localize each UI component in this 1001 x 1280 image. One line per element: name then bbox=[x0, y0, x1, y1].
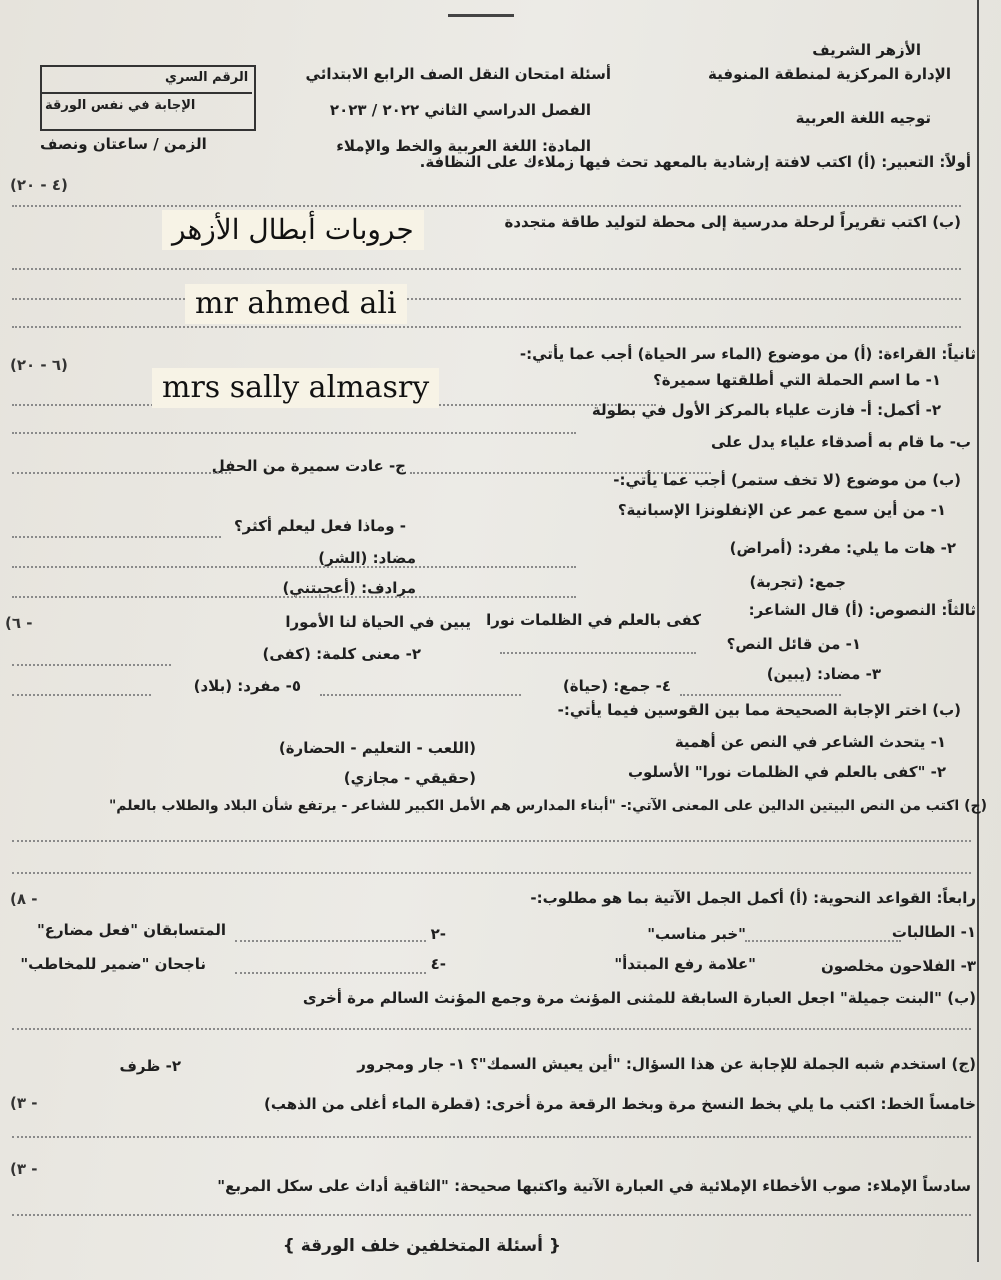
header-subject: المادة: اللغة العربية والخط والإملاء bbox=[336, 137, 591, 155]
answer-line bbox=[12, 1214, 971, 1216]
answer-line bbox=[12, 1028, 971, 1030]
q4-i4h: ناجحان "ضمير للمخاطب" bbox=[20, 955, 206, 973]
q4-i3: ٣- الفلاحون مخلصون bbox=[820, 957, 976, 975]
watermark-groups: جروبات أبطال الأزهر bbox=[162, 210, 424, 250]
watermark-teacher-1: mr ahmed ali bbox=[185, 284, 407, 324]
q6-mark: (٣ - bbox=[10, 1160, 38, 1178]
answer-line bbox=[235, 972, 426, 974]
q3-i1: ١- من قائل النص؟ bbox=[726, 635, 861, 653]
q2-i2: ٢- أكمل: أ- فازت علياء بالمركز الأول في بطولة bbox=[591, 401, 941, 419]
q2-i1: ١- ما اسم الحملة التي أطلقتها سميرة؟ bbox=[653, 371, 941, 389]
q2-i3: ب- ما قام به أصدقاء علياء يدل على bbox=[710, 433, 971, 451]
watermark-teacher-2: mrs sally almasry bbox=[152, 368, 439, 408]
answer-line bbox=[500, 652, 696, 654]
answer-line bbox=[12, 326, 961, 328]
answer-line bbox=[12, 536, 221, 538]
q3-i4: ٤- جمع: (حياة) bbox=[562, 677, 671, 695]
q3-i5: ٥- مفرد: (بلاد) bbox=[193, 677, 301, 695]
q1-b: (ب) اكتب تقريراً لرحلة مدرسية إلى محطة لتوليد طاقة متجددة bbox=[504, 213, 961, 231]
q3-b1-opts: (اللعب - التعليم - الحضارة) bbox=[278, 739, 476, 757]
q2-b1b: - وماذا فعل ليعلم أكثر؟ bbox=[233, 517, 406, 535]
q2-mark: (٦ - ٢٠) bbox=[10, 356, 68, 374]
q2-b1: ١- من أين سمع عمر عن الإنفلونزا الإسبانية؟ bbox=[617, 501, 946, 519]
q4-c2: ٢- ظرف bbox=[119, 1057, 181, 1075]
answer-line bbox=[12, 596, 576, 598]
q2-i3c: ج- عادت سميرة من الحفل bbox=[211, 457, 406, 475]
q5-title: خامساً الخط: اكتب ما يلي بخط النسخ مرة وبخط الرقعة مرة أخرى: (قطرة الماء أغلى من الذهب) bbox=[264, 1095, 976, 1113]
answer-line bbox=[235, 940, 426, 942]
header-time: الزمن / ساعتان ونصف bbox=[40, 135, 207, 153]
q4-i4: ٤- bbox=[430, 955, 446, 973]
q2-b2-opp: مضاد: (الشر) bbox=[318, 549, 416, 567]
answer-line bbox=[12, 205, 961, 207]
q4-i2h: المتسابقان "فعل مضارع" bbox=[36, 921, 226, 939]
answer-line bbox=[12, 1136, 971, 1138]
q3-c: (ج) اكتب من النص البيتين الدالين على المعنى الآتي:- "أبناء المدارس هم الأمل الكبير للشاعر - يرتفع شأن البلاد والطلاب بالعلم" bbox=[108, 798, 987, 814]
q3-i3: ٣- مضاد: (يبين) bbox=[766, 665, 881, 683]
answer-line bbox=[12, 472, 231, 474]
q4-i2: ٢- bbox=[430, 925, 446, 943]
q3-mark: (٦ - bbox=[5, 614, 33, 632]
q3-b2: ٢- "كفى بالعلم في الظلمات نورا" الأسلوب bbox=[627, 763, 946, 781]
q3-b1: ١- يتحدث الشاعر في النص عن أهمية bbox=[674, 733, 946, 751]
q1-a: أولاً: التعبير: (أ) اكتب لافتة إرشادية بالمعهد تحث فيها زملاءك على النظافة. bbox=[419, 153, 971, 171]
q4-b: (ب) "البنت جميلة" اجعل العبارة السابقة للمثنى المؤنث مرة وجمع المؤنث السالم مرة أخرى bbox=[302, 989, 976, 1007]
q2-b2-syn: مرادف: (أعجبتني) bbox=[282, 579, 416, 597]
answer-line bbox=[12, 840, 971, 842]
top-divider bbox=[448, 14, 514, 17]
header-term: الفصل الدراسي الثاني ٢٠٢٢ / ٢٠٢٣ bbox=[329, 101, 591, 119]
header-admin: الإدارة المركزية لمنطقة المنوفية bbox=[708, 65, 951, 83]
q5-mark: (٣ - bbox=[10, 1094, 38, 1112]
q2-b2-pl: جمع: (تجربة) bbox=[749, 573, 846, 591]
box-answer-same: الإجابة في نفس الورقة bbox=[45, 98, 196, 113]
answer-line bbox=[320, 694, 521, 696]
q2-b-title: (ب) من موضوع (لا تخف ستمر) أجب عما يأتي:- bbox=[613, 471, 961, 489]
answer-line bbox=[12, 566, 576, 568]
q3-title: ثالثاً: النصوص: (أ) قال الشاعر: bbox=[748, 601, 976, 619]
answer-line bbox=[680, 694, 841, 696]
q4-i1: ١- الطالبات bbox=[891, 923, 976, 941]
q3-b-title: (ب) اختر الإجابة الصحيحة مما بين القوسين فيما يأتي:- bbox=[557, 701, 961, 719]
q3-verse2: يبين في الحياة لنا الأمورا bbox=[285, 613, 471, 631]
header-exam-title: أسئلة امتحان النقل الصف الرابع الابتدائي bbox=[305, 65, 611, 83]
q4-i3h: "علامة رفع المبتدأ" bbox=[614, 955, 756, 973]
box-secret-number: الرقم السري bbox=[165, 70, 249, 85]
header-azhar: الأزهر الشريف bbox=[812, 41, 921, 59]
q1-mark: (٤ - ٢٠) bbox=[10, 176, 68, 194]
answer-line bbox=[12, 268, 961, 270]
q4-title: رابعاً: القواعد النحوية: (أ) أكمل الجمل الآتية بما هو مطلوب:- bbox=[530, 889, 976, 907]
q4-c: (ج) استخدم شبه الجملة للإجابة عن هذا السؤال: "أين يعيش السمك"؟ ١- جار ومجرور bbox=[357, 1055, 976, 1073]
q3-b2-opts: (حقيقي - مجازي) bbox=[343, 769, 476, 787]
answer-line bbox=[12, 664, 171, 666]
header-direction: توجيه اللغة العربية bbox=[795, 109, 931, 127]
answer-line bbox=[12, 694, 151, 696]
q3-i2: ٢- معنى كلمة: (كفى) bbox=[262, 645, 421, 663]
q3-verse1: كفى بالعلم في الظلمات نورا bbox=[486, 611, 701, 629]
answer-line bbox=[745, 940, 901, 942]
answer-line bbox=[12, 872, 971, 874]
answer-line bbox=[12, 432, 576, 434]
q2-b2: ٢- هات ما يلي: مفرد: (أمراض) bbox=[729, 539, 956, 557]
q6-title: سادساً الإملاء: صوب الأخطاء الإملائية في العبارة الآتية واكتبها صحيحة: "الثاقية أداث على سكل المربع" bbox=[217, 1177, 971, 1195]
q4-mark: (٨ - bbox=[10, 890, 38, 908]
q4-i1h: "خبر مناسب" bbox=[647, 925, 746, 943]
q2-title: ثانياً: القراءة: (أ) من موضوع (الماء سر الحياة) أجب عما يأتي:- bbox=[519, 345, 976, 363]
answer-line bbox=[12, 298, 961, 300]
footer-note: { أسئلة المتخلفين خلف الورقة } bbox=[282, 1236, 561, 1256]
